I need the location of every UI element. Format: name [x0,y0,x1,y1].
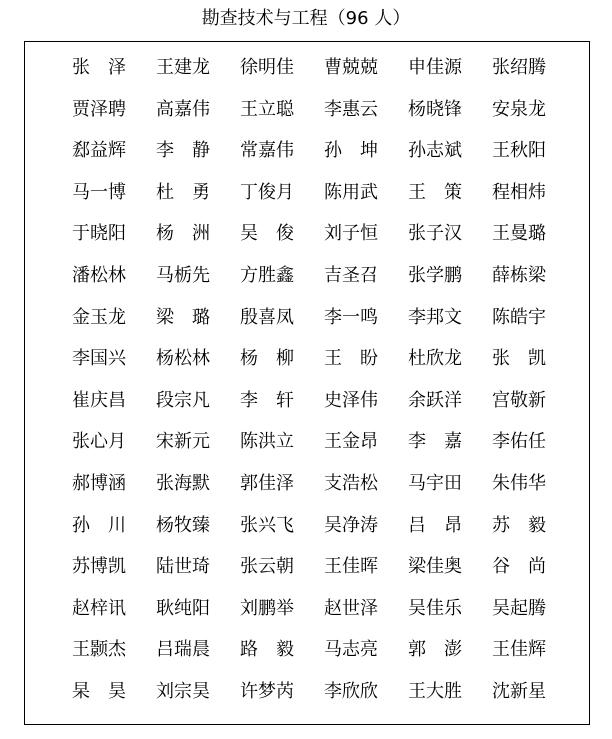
student-name: 张海默 [156,472,210,494]
student-name: 程相炜 [492,181,546,203]
student-name: 宫敬新 [492,389,546,411]
student-name: 金玉龙 [72,306,126,328]
student-name: 余跃洋 [408,389,462,411]
student-name: 郝博涵 [72,472,126,494]
document-title: 勘查技术与工程（96 人） [201,8,411,29]
name-grid [72,56,576,722]
student-name: 潘松林 [72,264,126,286]
student-name: 苏博凯 [72,556,126,578]
student-name: 崔庆昌 [72,389,126,411]
student-name: 曹兢兢 [324,57,378,78]
student-name: 张兴飞 [240,514,294,536]
student-name: 殷喜凤 [240,306,294,328]
student-name: 杜勇 [156,181,228,203]
student-name: 王颢杰 [72,639,126,661]
student-name: 徐明佳 [240,57,294,78]
student-name: 陈用武 [324,181,378,203]
student-name: 杨晓锋 [408,98,462,120]
student-name: 杨牧臻 [156,514,210,536]
student-name: 吴佳乐 [408,597,462,619]
student-name: 郄益辉 [72,140,126,162]
student-name: 张心月 [72,431,126,453]
student-name: 张绍腾 [492,57,546,78]
student-name: 李佑任 [492,431,546,453]
student-name: 李国兴 [72,348,126,370]
student-name: 沈新星 [492,680,546,702]
student-name: 马栃先 [156,264,210,286]
student-name: 张学鹏 [408,264,462,286]
student-name: 杜欣龙 [408,348,462,370]
student-name: 苏毅 [492,514,564,536]
student-name: 梁璐 [156,306,228,328]
student-name: 郭澎 [408,639,480,661]
student-name: 孙川 [72,514,144,536]
student-name: 李嘉 [408,431,480,453]
student-name: 高嘉伟 [156,98,210,120]
student-name: 陆世琦 [156,556,210,578]
student-name: 丁俊月 [240,181,294,203]
student-name: 杨柳 [240,348,312,370]
student-name: 王金昂 [324,431,378,453]
student-name: 李欣欣 [324,680,378,702]
student-name: 杨洲 [156,223,228,245]
student-name: 杲昊 [72,680,144,702]
student-name: 王佳晖 [324,556,378,578]
student-name: 马一博 [72,181,126,203]
student-name: 李惠云 [324,98,378,120]
student-name: 谷尚 [492,556,564,578]
student-name: 李静 [156,140,228,162]
student-name: 梁佳奥 [408,556,462,578]
student-name: 耿纯阳 [156,597,210,619]
student-name: 王立聪 [240,98,294,120]
student-name: 王策 [408,181,480,203]
student-name: 贾泽聘 [72,98,126,120]
student-name: 孙志斌 [408,140,462,162]
student-name: 王曼璐 [492,223,546,245]
student-name: 吕昂 [408,514,480,536]
student-name: 宋新元 [156,431,210,453]
student-name: 赵世泽 [324,597,378,619]
student-name: 张凯 [492,348,564,370]
student-name: 王秋阳 [492,140,546,162]
student-name: 刘鹏举 [240,597,294,619]
student-name: 孙坤 [324,140,396,162]
student-name: 李邦文 [408,306,462,328]
student-name: 李轩 [240,389,312,411]
student-name: 陈洪立 [240,431,294,453]
student-name: 申佳源 [408,57,462,78]
student-name: 刘子恒 [324,223,378,245]
student-name: 李一鸣 [324,306,378,328]
student-name: 刘宗昊 [156,680,210,702]
student-name: 段宗凡 [156,389,210,411]
student-name: 方胜鑫 [240,264,294,286]
student-name: 薛栋梁 [492,264,546,286]
student-name: 赵梓讯 [72,597,126,619]
student-name: 杨松林 [156,348,210,370]
student-name: 吴起腾 [492,597,546,619]
student-name: 张子汉 [408,223,462,245]
student-name: 吴净涛 [324,514,378,536]
student-name: 常嘉伟 [240,140,294,162]
student-name: 郭佳泽 [240,472,294,494]
student-name: 安泉龙 [492,98,546,120]
student-name: 王盼 [324,348,396,370]
student-name: 吉圣召 [324,264,378,286]
student-name: 史泽伟 [324,389,378,411]
student-name: 马志亮 [324,639,378,661]
student-name: 张泽 [72,57,144,78]
student-name: 陈皓宇 [492,306,546,328]
student-name: 王建龙 [156,57,210,78]
name-list-box [24,41,590,725]
student-name: 王大胜 [408,680,462,702]
student-name: 吕瑞晨 [156,639,210,661]
student-name: 于晓阳 [72,223,126,245]
student-name: 王佳辉 [492,639,546,661]
student-name: 马宇田 [408,472,462,494]
student-name: 许梦芮 [240,680,294,702]
student-name: 路毅 [240,639,312,661]
student-name: 吴俊 [240,223,312,245]
student-name: 张云朝 [240,556,294,578]
student-name: 朱伟华 [492,472,546,494]
student-name: 支浩松 [324,472,378,494]
